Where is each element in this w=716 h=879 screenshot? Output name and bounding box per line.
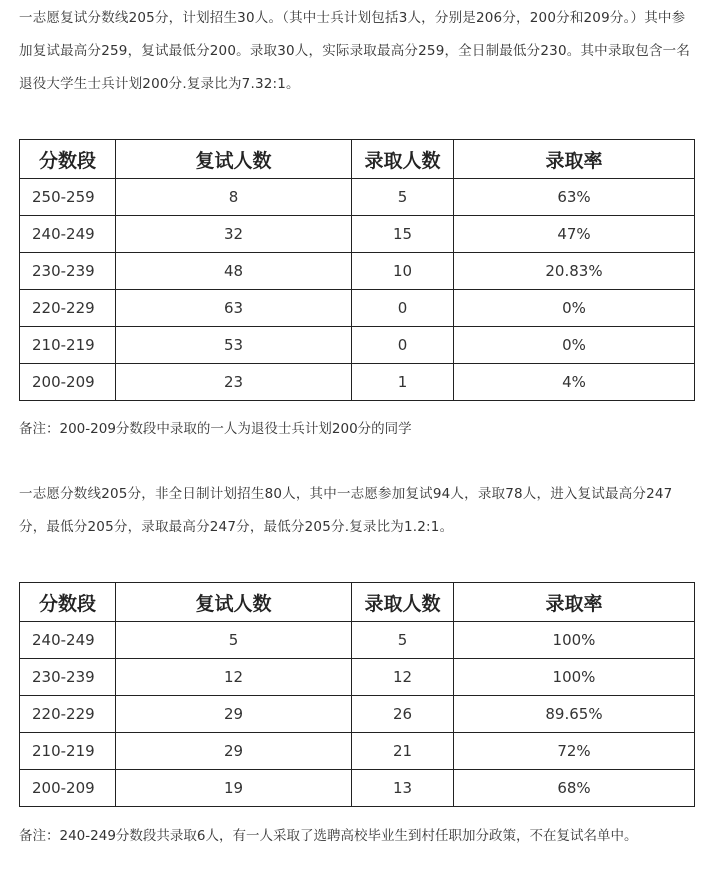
score-range-cell: 200-209	[20, 364, 116, 401]
score-range-cell: 230-239	[20, 253, 116, 290]
header-admitted-count: 录取人数	[352, 140, 454, 179]
parttime-summary-paragraph: 一志愿分数线205分，非全日制计划招生80人，其中一志愿参加复试94人，录取78人，进入复试最高分247分，最低分205分，录取最高分247分，最低分205分.复录比为1.2:1。	[19, 486, 673, 535]
interviewed-cell: 29	[116, 696, 352, 733]
admitted-cell: 5	[352, 179, 454, 216]
table-row	[20, 696, 695, 733]
score-range-cell: 240-249	[20, 622, 116, 659]
fulltime-score-table	[19, 139, 695, 401]
table-row	[20, 364, 695, 401]
table-header-row	[20, 140, 695, 179]
rate-cell: 89.65%	[454, 696, 695, 733]
rate-cell: 0%	[454, 327, 695, 364]
rate-cell: 20.83%	[454, 253, 695, 290]
fulltime-summary-paragraph: 一志愿复试分数线205分，计划招生30人。（其中士兵计划包括3人，分别是206分，200分和209分。）其中参加复试最高分259，复试最低分200。录取30人，实际录取最高分259，全日制最低分230。其中录取包含一名退役大学生士兵计划200分.复录比为7.32:1。	[19, 10, 691, 92]
score-range-cell: 230-239	[20, 659, 116, 696]
header-interviewed-count: 复试人数	[116, 583, 352, 622]
admitted-cell: 13	[352, 770, 454, 807]
rate-cell: 68%	[454, 770, 695, 807]
table-row	[20, 770, 695, 807]
interviewed-cell: 5	[116, 622, 352, 659]
score-range-cell: 210-219	[20, 733, 116, 770]
admitted-cell: 21	[352, 733, 454, 770]
rate-cell: 100%	[454, 659, 695, 696]
rate-cell: 0%	[454, 290, 695, 327]
table-row	[20, 327, 695, 364]
admitted-cell: 15	[352, 216, 454, 253]
admitted-cell: 26	[352, 696, 454, 733]
interviewed-cell: 8	[116, 179, 352, 216]
admitted-cell: 1	[352, 364, 454, 401]
interviewed-cell: 19	[116, 770, 352, 807]
admitted-cell: 0	[352, 290, 454, 327]
header-score-range: 分数段	[20, 140, 116, 179]
table-row	[20, 179, 695, 216]
table-row	[20, 733, 695, 770]
table-row	[20, 622, 695, 659]
table-row	[20, 216, 695, 253]
interviewed-cell: 29	[116, 733, 352, 770]
score-range-cell: 200-209	[20, 770, 116, 807]
score-range-cell: 250-259	[20, 179, 116, 216]
score-range-cell: 210-219	[20, 327, 116, 364]
rate-cell: 4%	[454, 364, 695, 401]
interviewed-cell: 63	[116, 290, 352, 327]
admitted-cell: 0	[352, 327, 454, 364]
rate-cell: 47%	[454, 216, 695, 253]
interviewed-cell: 48	[116, 253, 352, 290]
rate-cell: 100%	[454, 622, 695, 659]
parttime-table-note: 备注：240-249分数段共录取6人，有一人采取了选聘高校毕业生到村任职加分政策，不在复试名单中。	[19, 828, 638, 844]
score-range-cell: 220-229	[20, 696, 116, 733]
score-range-cell: 220-229	[20, 290, 116, 327]
header-interviewed-count: 复试人数	[116, 140, 352, 179]
rate-cell: 72%	[454, 733, 695, 770]
parttime-score-table	[19, 582, 695, 807]
header-admission-rate: 录取率	[454, 140, 695, 179]
admitted-cell: 10	[352, 253, 454, 290]
admitted-cell: 12	[352, 659, 454, 696]
table-row	[20, 253, 695, 290]
rate-cell: 63%	[454, 179, 695, 216]
interviewed-cell: 53	[116, 327, 352, 364]
table-row	[20, 290, 695, 327]
admitted-cell: 5	[352, 622, 454, 659]
table-row	[20, 659, 695, 696]
interviewed-cell: 12	[116, 659, 352, 696]
fulltime-table-note: 备注：200-209分数段中录取的一人为退役士兵计划200分的同学	[19, 421, 412, 437]
header-score-range: 分数段	[20, 583, 116, 622]
interviewed-cell: 23	[116, 364, 352, 401]
header-admitted-count: 录取人数	[352, 583, 454, 622]
score-range-cell: 240-249	[20, 216, 116, 253]
table-header-row	[20, 583, 695, 622]
interviewed-cell: 32	[116, 216, 352, 253]
header-admission-rate: 录取率	[454, 583, 695, 622]
